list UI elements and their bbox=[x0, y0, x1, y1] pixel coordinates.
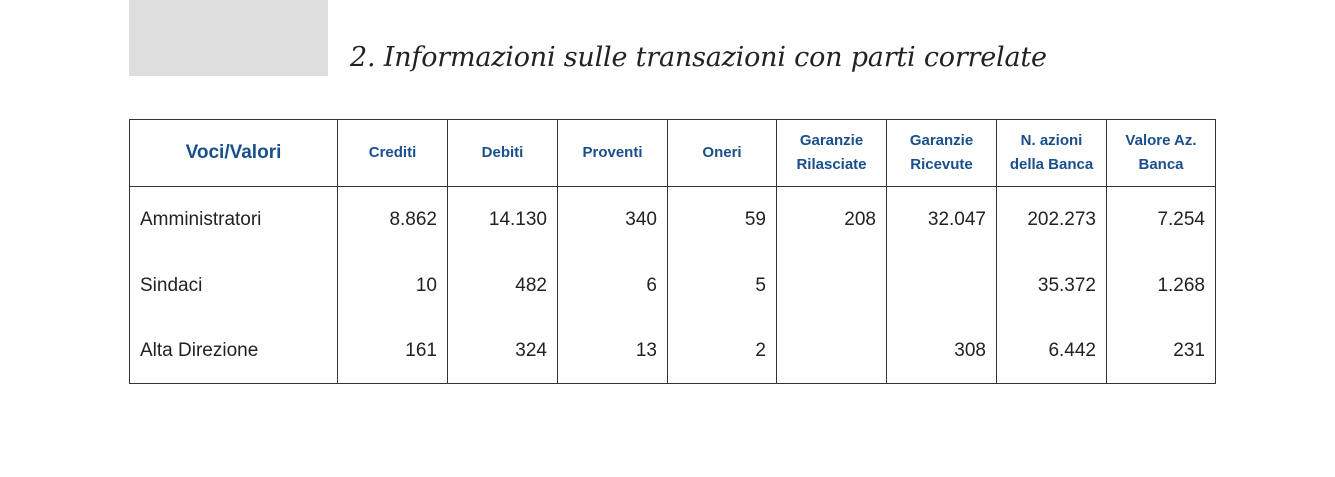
cell-proventi: 6 bbox=[558, 253, 668, 319]
cell-oneri: 5 bbox=[668, 253, 777, 319]
related-parties-table bbox=[129, 119, 1216, 384]
grey-header-block bbox=[129, 0, 328, 76]
cell-debiti: 482 bbox=[448, 253, 558, 319]
cell-garanzie-rilasciate bbox=[777, 253, 887, 319]
cell-valore-az: 231 bbox=[1107, 319, 1216, 384]
cell-n-azioni: 6.442 bbox=[997, 319, 1107, 384]
header-voci-valori: Voci/Valori bbox=[130, 120, 338, 187]
header-garanzie-rilasciate: Garanzie Rilasciate bbox=[777, 120, 887, 187]
header-proventi: Proventi bbox=[558, 120, 668, 187]
cell-crediti: 10 bbox=[338, 253, 448, 319]
header-debiti: Debiti bbox=[448, 120, 558, 187]
cell-garanzie-ricevute: 308 bbox=[887, 319, 997, 384]
row-label: Amministratori bbox=[130, 187, 338, 254]
table-row-amministratori bbox=[130, 187, 1216, 254]
row-label: Alta Direzione bbox=[130, 319, 338, 384]
cell-debiti: 324 bbox=[448, 319, 558, 384]
table-row-sindaci bbox=[130, 253, 1216, 319]
table-row-alta-direzione bbox=[130, 319, 1216, 384]
cell-garanzie-rilasciate: 208 bbox=[777, 187, 887, 254]
row-label: Sindaci bbox=[130, 253, 338, 319]
cell-crediti: 8.862 bbox=[338, 187, 448, 254]
header-valore-az: Valore Az. Banca bbox=[1107, 120, 1216, 187]
cell-garanzie-rilasciate bbox=[777, 319, 887, 384]
header-garanzie-ricevute: Garanzie Ricevute bbox=[887, 120, 997, 187]
cell-proventi: 13 bbox=[558, 319, 668, 384]
header-crediti: Crediti bbox=[338, 120, 448, 187]
header-oneri: Oneri bbox=[668, 120, 777, 187]
cell-debiti: 14.130 bbox=[448, 187, 558, 254]
cell-garanzie-ricevute bbox=[887, 253, 997, 319]
cell-n-azioni: 202.273 bbox=[997, 187, 1107, 254]
cell-oneri: 2 bbox=[668, 319, 777, 384]
header-n-azioni: N. azioni della Banca bbox=[997, 120, 1107, 187]
cell-crediti: 161 bbox=[338, 319, 448, 384]
cell-valore-az: 7.254 bbox=[1107, 187, 1216, 254]
cell-n-azioni: 35.372 bbox=[997, 253, 1107, 319]
cell-garanzie-ricevute: 32.047 bbox=[887, 187, 997, 254]
cell-proventi: 340 bbox=[558, 187, 668, 254]
cell-valore-az: 1.268 bbox=[1107, 253, 1216, 319]
cell-oneri: 59 bbox=[668, 187, 777, 254]
table-header-row bbox=[130, 120, 1216, 187]
section-title: 2. Informazioni sulle transazioni con parti correlate bbox=[350, 42, 1047, 73]
